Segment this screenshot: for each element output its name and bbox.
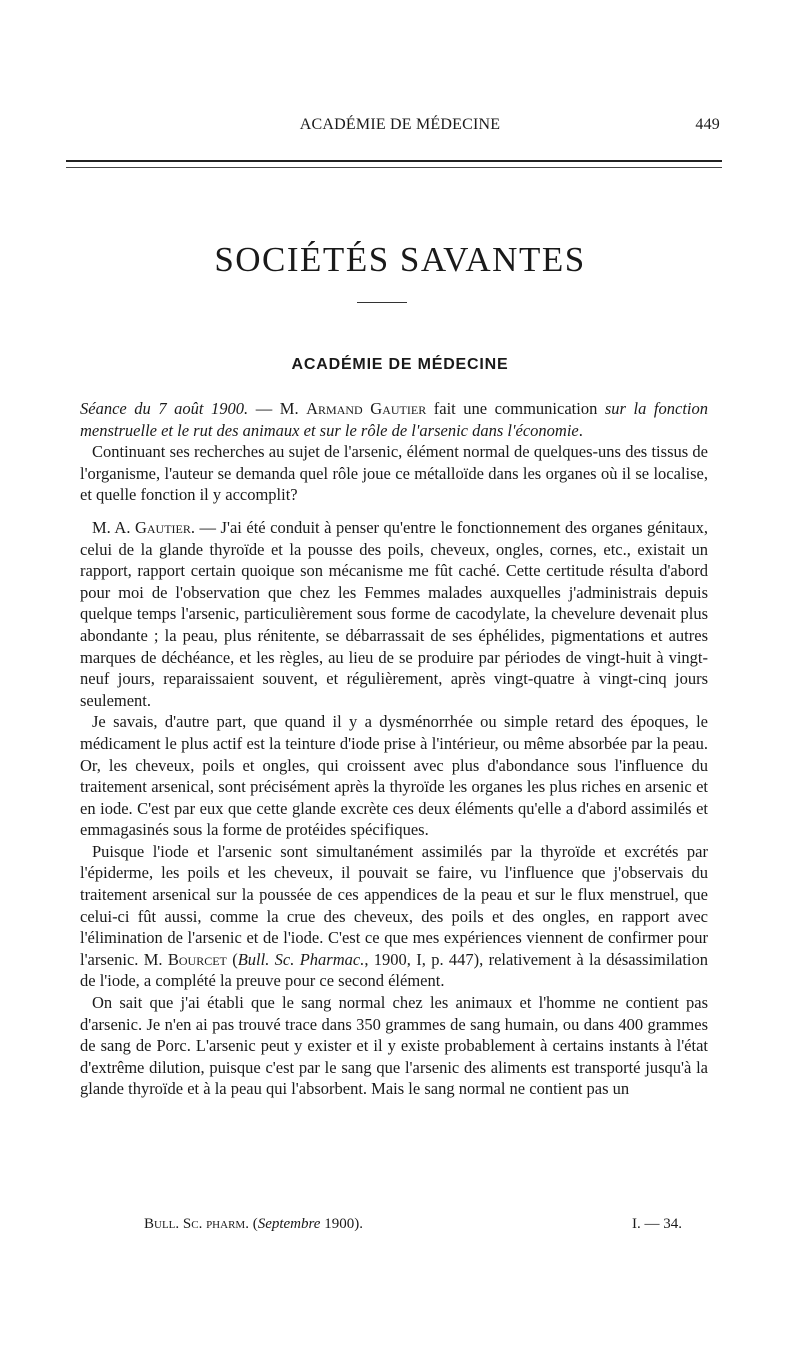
cited-author: Bourcet [167,949,227,969]
header-rule-thick [66,160,722,162]
speaker-text: . — J'ai été conduit à penser qu'entre le fonctionnement des organes génitaux, celui de la glande thyroïde et la pousse des poils, cheveux, ongles, cornes, etc., existait un rapport, rapport certain quoique son mécanisme me fût caché. Cette certitude résulta d'abord pour moi de l'observation que chez les Femmes malades auxquelles j'administrais depuis quelque temps l'arsenic, particulièrement sous forme de cacodylate, la chevelure devenait plus abondante ; la peau, plus rénitente, se débarrassait de ses éphélides, pigmentations et autres marques de déchéance, et les règles, au lieu de se produire par périodes de vingt-huit à vingt-neuf jours, reparaissaient souvent, et régulièrement, après vingt-quatre à vingt-cinq jours seulement. [80,517,708,710]
thyroid-text-2: , 1900, I, p. 447), relativement à la désassimilation de l'iode, a complété la preuve pour ce second élément. [80,949,709,991]
footer-citation [144,1216,363,1233]
thyroid-text-1: Puisque l'iode et l'arsenic sont simultanément assimilés par la thyroïde et excrétés par l'épiderme, les poils et les cheveux, il pouvait se faire, vu l'influence que j'observais du traitement arsenical sur la poussée de ces appendices de la peau et sur le flux menstruel, que celui-ci fût aussi, comme la crue des cheveux, des poils et des ongles, en rapport avec l'élimination de l'arsenic et de l'iode. C'est ce que mes expériences viennent de confirmer pour l'arsenic. M. [80,841,708,969]
citation-journal: Bull. Sc. Pharmac. [237,949,365,969]
author-name: Armand Gautier [306,399,427,418]
communication-topic: sur la fonction menstruelle et le rut des animaux et sur le rôle de l'arsenic dans l'économie [80,399,709,440]
paragraph-gautier [80,517,708,711]
session-dash: — M. [248,399,307,418]
session-date: Séance du 7 août 1900. [80,399,249,418]
article-body [80,398,708,1100]
footer-signature: I. — 34. [632,1216,682,1232]
header-rule-thin [66,167,722,168]
running-title: ACADÉMIE DE MÉDECINE [299,116,501,133]
paragraph-intro: Continuant ses recherches au sujet de l'arsenic, élément normal de quelques-uns des tissus de l'organisme, l'auteur se demanda quel rôle joue ce métalloïde dans les organes où il se localise, et quelle fonction il y accomplit? [80,442,708,505]
footer-year: 1900). [320,1216,363,1232]
speaker-name: Gautier [134,517,191,537]
citation-open: ( [226,949,238,969]
title-separator [357,302,407,303]
footer-journal: Bull. Sc. pharm. [144,1216,249,1232]
running-header [80,116,720,140]
section-heading: ACADÉMIE DE MÉDECINE [291,356,509,373]
main-title: SOCIÉTÉS SAVANTES [214,240,586,279]
session-verb: fait une communication [426,399,605,418]
page-number: 449 [695,116,720,133]
page-footer [144,1216,704,1238]
paragraph-session [80,398,708,441]
paragraph-thyroid [80,841,708,992]
session-end: . [578,420,583,440]
paragraph-blood: On sait que j'ai établi que le sang normal chez les animaux et l'homme ne contient pas d'arsenic. Je n'en ai pas trouvé trace dans 350 grammes de sang humain, ou dans 400 grammes de sang de Porc. L'arsenic peut y exister et il y existe probablement à certains instants à l'état d'extrême dilution, puisque c'est par le sang que l'arsenic des aliments est transporté jusqu'à la glande thyroïde et à la peau qui l'absorbent. Mais le sang normal ne contient pas un [80,993,708,1099]
footer-month: Septembre [257,1216,321,1232]
footer-open: ( [248,1216,258,1232]
speaker-prefix: M. A. [92,517,135,537]
paragraph-iodine: Je savais, d'autre part, que quand il y a dysménorrhée ou simple retard des époques, le médicament le plus actif est la teinture d'iode prise à l'intérieur, ou même absorbée par la peau. Or, les cheveux, poils et ongles, qui croissent avec plus d'abondance sous l'influence du traitement arsenical, sont précisément après la thyroïde les organes les plus riches en arsenic et en iode. C'est par eux que cette glande excrète ces deux éléments qu'elle a d'abord assimilés et emmagasinés sous la forme de protéides spécifiques. [80,712,708,840]
